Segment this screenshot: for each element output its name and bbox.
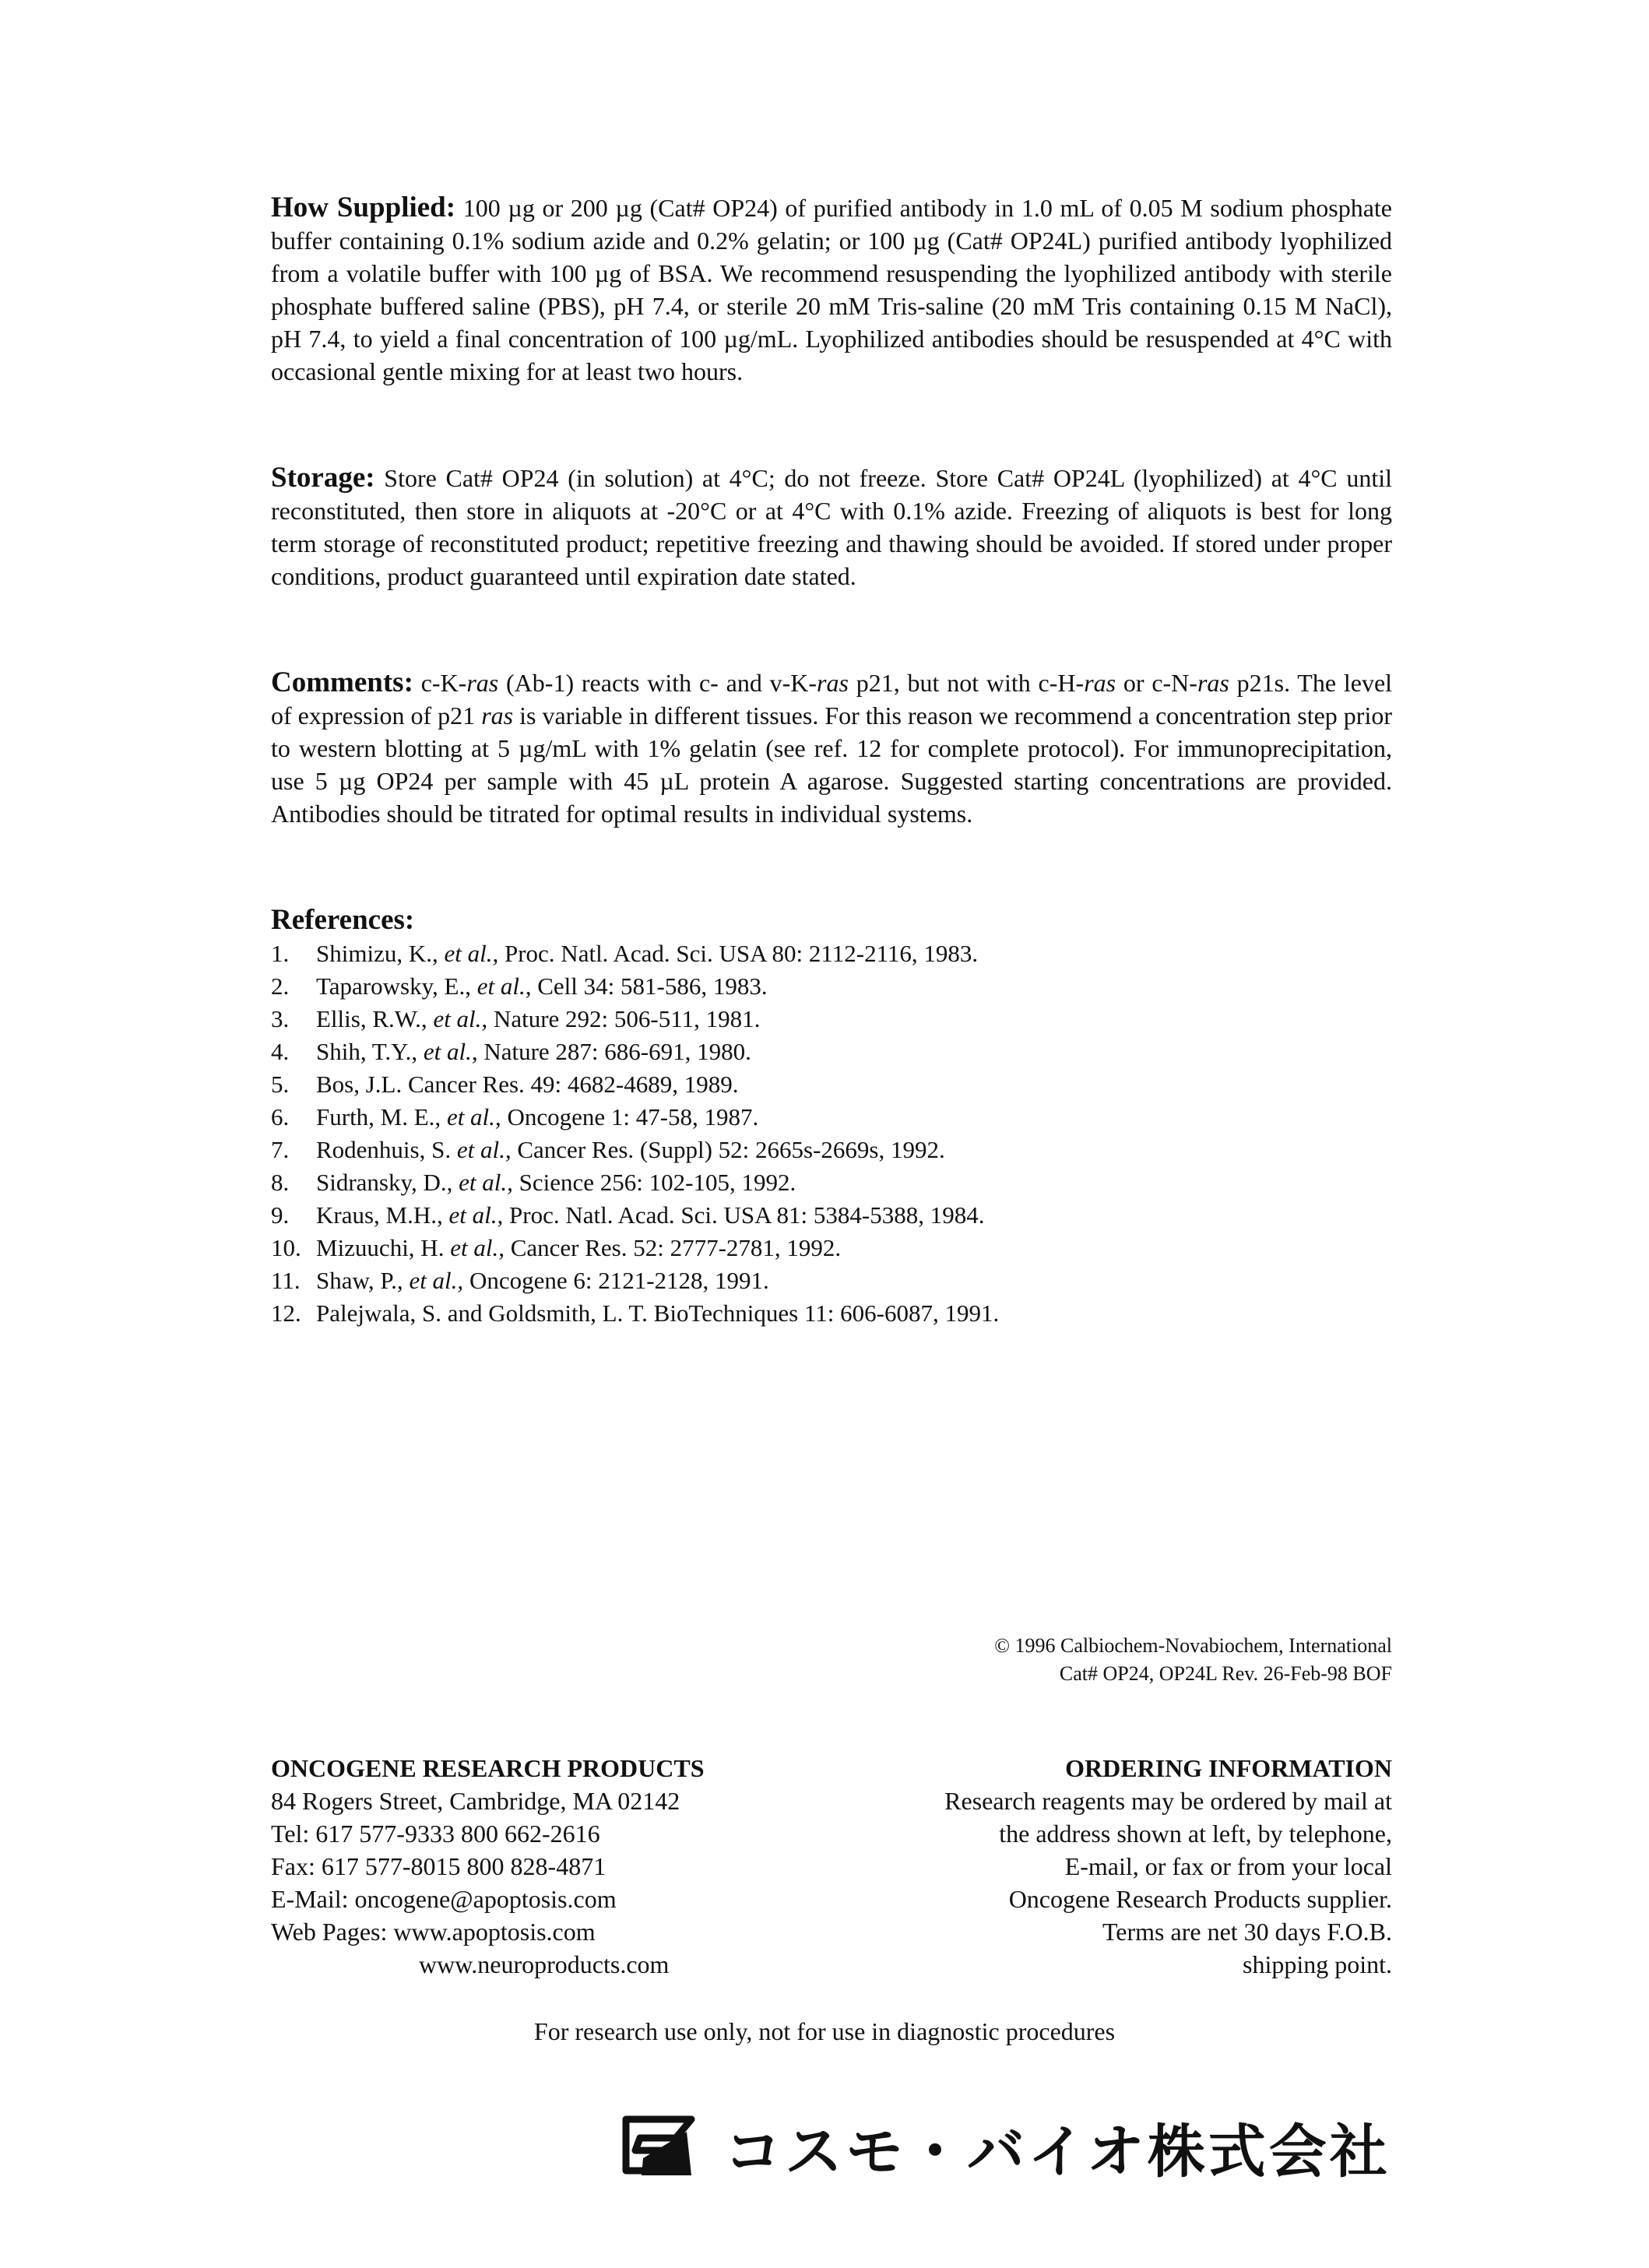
comments-ras-2: ras [817,669,849,697]
reference-item: 8. Sidransky, D., et al., Science 256: 102-105, 1992. [271,1169,796,1196]
company-tel: Tel: 617 577-9333 800 662-2616 [271,1820,600,1848]
company-fax: Fax: 617 577-8015 800 828-4871 [271,1852,607,1880]
comments-text-2: (Ab-1) reacts with c- and v-K- [498,669,817,697]
research-use-disclaimer: For research use only, not for use in diagnostic procedures [533,2017,1116,2045]
company-address: 84 Rogers Street, Cambridge, MA 02142 [271,1787,680,1815]
comments-ras-5: ras [481,701,514,730]
ordering-line: E-mail, or fax or from your local [1064,1852,1392,1880]
references-heading: References: [271,904,415,936]
ordering-title: ORDERING INFORMATION [1065,1754,1392,1782]
company-web-2: www.neuroproducts.com [419,1950,670,1978]
comments-text-1: c-K- [420,669,467,697]
storage-section [271,462,1392,592]
company-name: ONCOGENE RESEARCH PRODUCTS [271,1754,705,1782]
reference-item: 5. Bos, J.L. Cancer Res. 49: 4682-4689, 1989. [271,1071,739,1098]
reference-item: 9. Kraus, M.H., et al., Proc. Natl. Acad. Sci. USA 81: 5384-5388, 1984. [271,1201,985,1229]
comments-ras-3: ras [1084,669,1116,697]
ordering-line: shipping point. [1242,1950,1392,1978]
ordering-line: Terms are net 30 days F.O.B. [1102,1918,1392,1946]
storage-heading: Storage: [271,462,375,494]
reference-item: 11. Shaw, P., et al., Oncogene 6: 2121-2128, 1991. [271,1267,769,1294]
references-list [271,937,1392,1330]
reference-item: 3. Ellis, R.W., et al., Nature 292: 506-511, 1981. [271,1005,761,1032]
how-supplied-heading: How Supplied: [271,192,456,223]
company-email: E-Mail: oncogene@apoptosis.com [271,1885,617,1913]
reference-item: 6. Furth, M. E., et al., Oncogene 1: 47-58, 1987. [271,1103,759,1130]
reference-item: 1. Shimizu, K., et al., Proc. Natl. Acad. Sci. USA 80: 2112-2116, 1983. [271,940,979,967]
comments-heading: Comments: [271,666,413,698]
how-supplied-section [271,192,1392,388]
ordering-line: the address shown at left, by telephone, [999,1820,1392,1848]
copyright-line: © 1996 Calbiochem-Novabiochem, International [994,1634,1392,1657]
company-logo-text: コスモ・バイオ株式会社 [724,2119,1391,2185]
copyright-notice [769,1632,1392,1688]
reference-item: 12. Palejwala, S. and Goldsmith, L. T. BioTechniques 11: 606-6087, 1991. [271,1299,1000,1327]
reference-item: 2. Taparowsky, E., et al., Cell 34: 581-586, 1983. [271,972,768,1000]
reference-item: 10. Mizuuchi, H. et al., Cancer Res. 52: 2777-2781, 1992. [271,1234,842,1261]
comments-ras-4: ras [1197,669,1229,697]
company-contact-block [271,1752,863,1981]
cosmo-bio-logo [620,2108,1391,2186]
comments-ras-1: ras [466,669,499,697]
storage-text: Store Cat# OP24 (in solution) at 4°C; do not freeze. Store Cat# OP24L (lyophilized) at 4°C until reconstituted, then store in aliquots at -20°C or at 4°C with 0.1% azide. Freezing of aliquots is best for long term storage of reconstituted product; repetitive freezing and thawing should be avoided. If stored under proper conditions, product guaranteed until expiration date stated. [271,464,1393,590]
ordering-line: Oncogene Research Products supplier. [1008,1885,1392,1913]
how-supplied-text: 100 µg or 200 µg (Cat# OP24) of purified antibody in 1.0 mL of 0.05 M sodium phosphate buffer containing 0.1% sodium azide and 0.2% gelatin; or 100 µg (Cat# OP24L) purified antibody lyophilized from a volatile buffer with 100 µg of BSA. We recommend resuspending the lyophilized antibody with sterile phosphate buffered saline (PBS), pH 7.4, or sterile 20 mM Tris-saline (20 mM Tris containing 0.15 M NaCl), pH 7.4, to yield a final concentration of 100 µg/mL. Lyophilized antibodies should be resuspended at 4°C with occasional gentle mixing for at least two hours. [271,194,1393,385]
comments-text-4: or c-N- [1116,669,1197,697]
reference-item: 4. Shih, T.Y., et al., Nature 287: 686-691, 1980. [271,1038,751,1065]
comments-text-3: p21, but not with c-H- [848,669,1085,697]
catalog-revision-line: Cat# OP24, OP24L Rev. 26-Feb-98 BOF [1059,1662,1392,1685]
reference-item: 7. Rodenhuis, S. et al., Cancer Res. (Suppl) 52: 2665s-2669s, 1992. [271,1136,945,1163]
ordering-information-block [800,1752,1392,1981]
cosmo-bio-logo-icon [620,2115,698,2180]
comments-text-6: is variable in different tissues. For this reason we recommend a concentration step prior to western blotting at 5 µg/mL with 1% gelatin (see ref. 12 for complete protocol). For immunoprecipitation, use 5 µg OP24 per sample with 45 µL protein A agarose. Suggested starting concentrations are provided. Antibodies should be titrated for optimal results in individual systems. [271,701,1393,828]
comments-section [271,666,1392,830]
comments-text-5: p21s. The level of expression of p21 [271,669,1393,730]
company-web-1: Web Pages: www.apoptosis.com [271,1918,596,1946]
ordering-line: Research reagents may be ordered by mail at [944,1787,1392,1815]
